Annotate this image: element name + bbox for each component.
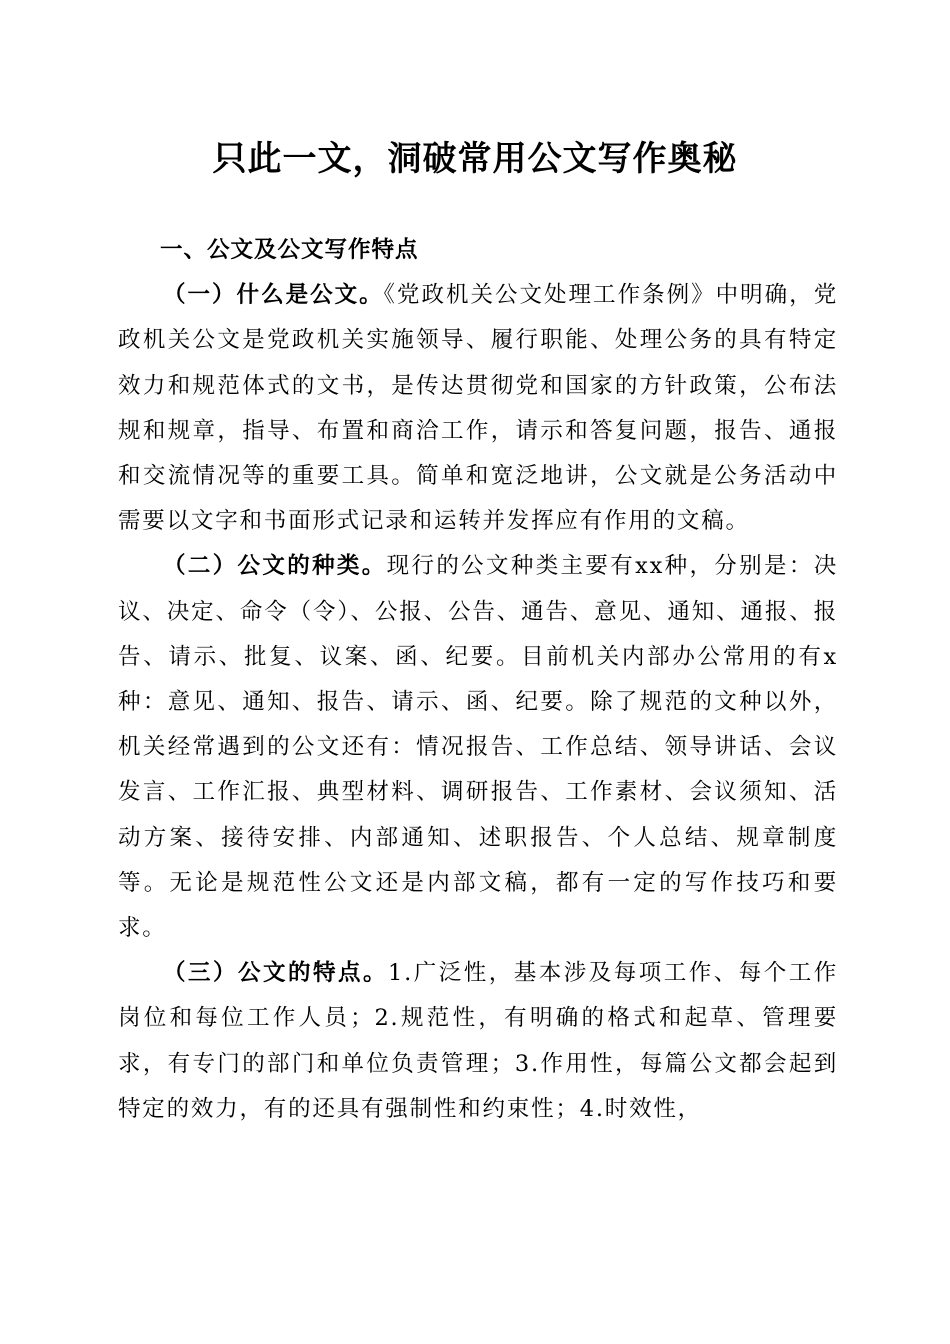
paragraph-what-is-official-document: [118, 273, 838, 544]
paragraph-lead: （二）公文的种类。: [163, 553, 387, 580]
document-title: 只此一文，洞破常用公文写作奥秘: [212, 139, 738, 179]
paragraph-document-types: [118, 544, 838, 951]
paragraph-text: 《党政机关公文处理工作条例》中明确，党政机关公文是党政机关实施领导、履行职能、处理公务的具有特定效力和规范体式的文书，是传达贯彻党和国家的方针政策，公布法规和规章，指导、布置和商洽工作，请示和答复问题，报告、通报和交流情况等的重要工具。简单和宽泛地讲，公文就是公务活动中需要以文字和书面形式记录和运转并发挥应有作用的文稿。: [118, 282, 839, 535]
paragraph-lead: （一）什么是公文。: [163, 282, 384, 309]
paragraph-document-features: [118, 951, 838, 1132]
paragraph-text: 1.广泛性，基本涉及每项工作、每个工作岗位和每位工作人员；2.规范性，有明确的格式和起草、管理要求，有专门的部门和单位负责管理；3.作用性，每篇公文都会起到特定的效力，有的还具有强制性和约束性；4.时效性，: [118, 960, 839, 1122]
paragraph-text: 现行的公文种类主要有xx种，分别是：决议、决定、命令（令）、公报、公告、通告、意见、通知、通报、报告、请示、批复、议案、函、纪要。目前机关内部办公常用的有x种：意见、通知、报告、请示、函、纪要。除了规范的文种以外，机关经常遇到的公文还有：情况报告、工作总结、领导讲话、会议发言、工作汇报、典型材料、调研报告、工作素材、会议须知、活动方案、接待安排、内部通知、述职报告、个人总结、规章制度等。无论是规范性公文还是内部文稿，都有一定的写作技巧和要求。: [118, 553, 838, 942]
section-heading: 一、公文及公文写作特点: [160, 237, 419, 263]
document-body: [118, 228, 838, 1132]
paragraph-lead: （三）公文的特点。: [163, 960, 388, 987]
